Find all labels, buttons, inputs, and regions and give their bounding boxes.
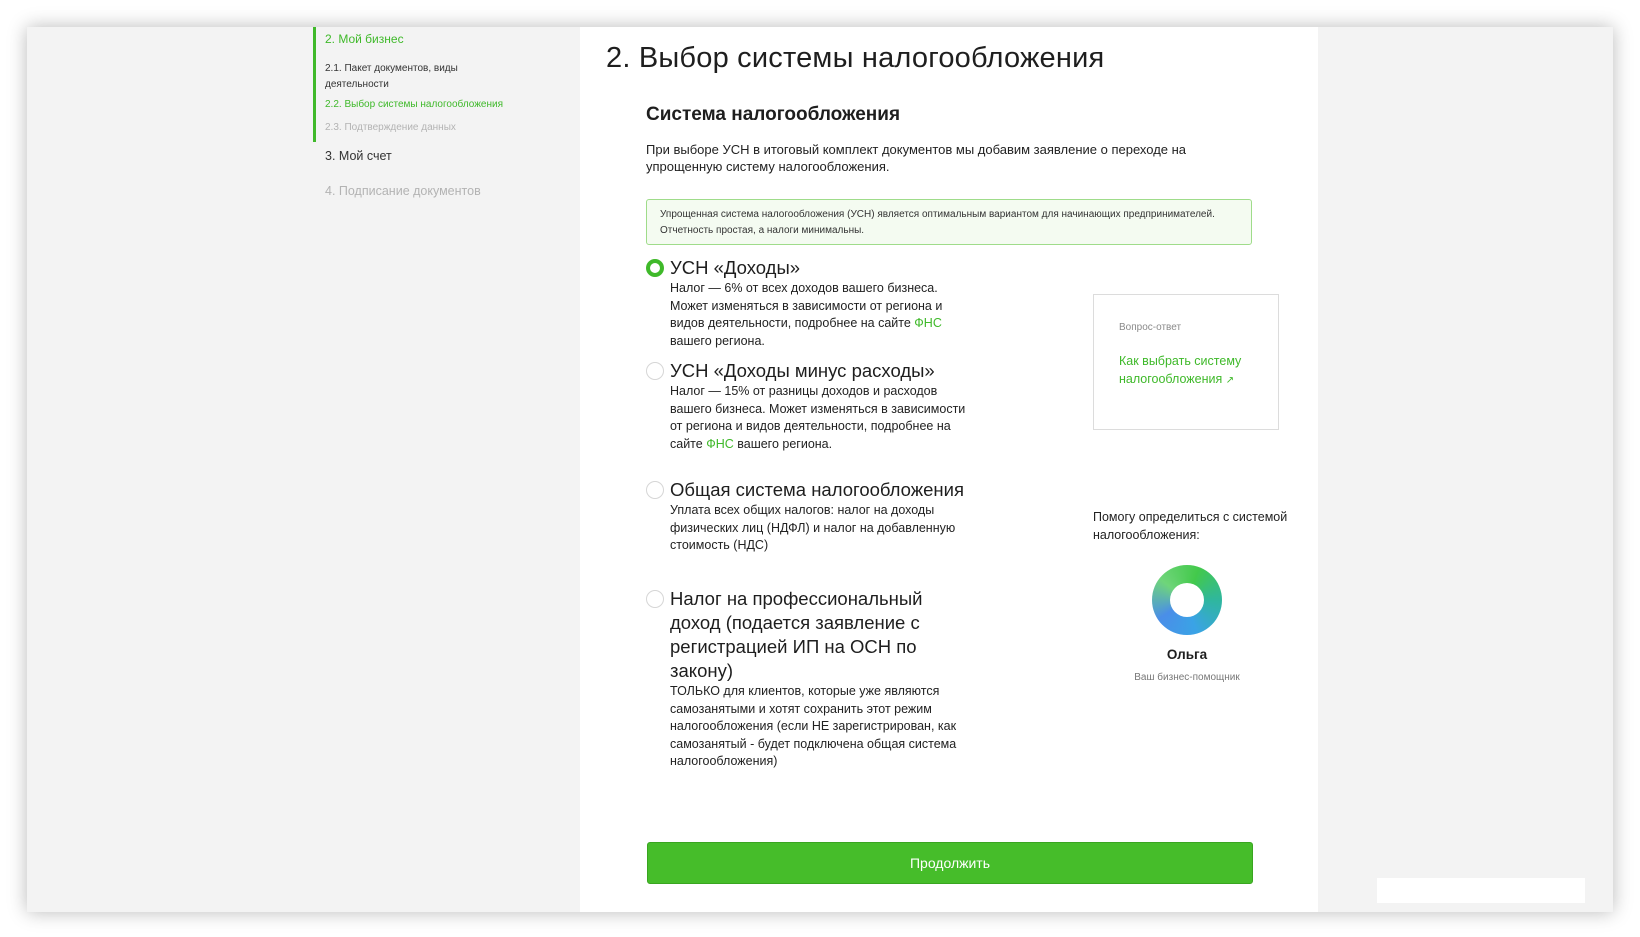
- main-content: [580, 27, 1318, 912]
- fns-link[interactable]: ФНС: [706, 436, 734, 451]
- option-title: Общая система налогообложения: [670, 479, 964, 500]
- page-title: 2. Выбор системы налогообложения: [606, 42, 1105, 74]
- faq-link-text[interactable]: Как выбрать систему налогообложения: [1119, 354, 1242, 386]
- option-usn-income[interactable]: [646, 256, 976, 350]
- sidebar-substep-confirm: 2.3. Подтверждение данных: [325, 122, 456, 133]
- sidebar-step-my-business[interactable]: 2. Мой бизнес: [325, 32, 404, 46]
- app-frame: [27, 27, 1613, 912]
- radio-usn-income-minus-expenses[interactable]: [646, 362, 664, 380]
- option-usn-income-minus-expenses[interactable]: [646, 359, 976, 453]
- option-title: УСН «Доходы минус расходы»: [670, 360, 935, 381]
- option-title: Налог на профессиональный доход (подается заявление с регистрацией ИП на ОСН по закону): [670, 588, 923, 681]
- steps-sidebar: [27, 27, 580, 912]
- faq-link[interactable]: [1119, 353, 1259, 389]
- assistant-name: Ольга: [1166, 647, 1208, 662]
- option-general-system[interactable]: [646, 478, 976, 555]
- sidebar-substep-tax-system[interactable]: 2.2. Выбор системы налогообложения: [325, 99, 503, 110]
- option-description: Уплата всех общих налогов: налог на доходы физических лиц (НДФЛ) и налог на добавленную стоимость (НДС): [670, 503, 956, 552]
- external-arrow-icon: ↗: [1225, 374, 1235, 386]
- option-professional-income[interactable]: [646, 587, 976, 771]
- option-description: [670, 280, 976, 350]
- radio-usn-income[interactable]: [646, 259, 664, 277]
- option-description: [670, 383, 976, 453]
- fns-link[interactable]: ФНС: [914, 316, 942, 330]
- radio-professional-income[interactable]: [646, 590, 664, 608]
- section-title: Система налогообложения: [646, 104, 901, 125]
- assistant-avatar[interactable]: [1152, 565, 1222, 635]
- intro-text: При выборе УСН в итоговый комплект документов мы добавим заявление о переходе на упрощенную систему налогообложения.: [646, 142, 1187, 174]
- option-description: ТОЛЬКО для клиентов, которые уже являются самозанятыми и хотят сохранить этот режим налогообложения (если НЕ зарегистрирован, как самозанятый - будет подключена общая система налогообложения): [670, 684, 957, 768]
- faq-label: Вопрос-ответ: [1119, 322, 1182, 333]
- radio-general-system[interactable]: [646, 481, 664, 499]
- option-desc-tail: вашего региона.: [670, 333, 765, 348]
- continue-button[interactable]: Продолжить: [647, 842, 1253, 884]
- faq-card: [1093, 294, 1279, 430]
- option-desc-text: Налог — 15% от разницы доходов и расходов вашего бизнеса. Может изменяться в зависимости от региона и видов деятельности, подробнее на сайте: [670, 384, 966, 451]
- info-notice: Упрощенная система налогообложения (УСН) является оптимальным вариантом для начинающих предпринимателей. Отчетность простая, а налоги минимальны.: [646, 199, 1252, 245]
- assistant-help-text: Помогу определиться с системой налогообложения:: [1093, 510, 1288, 542]
- sidebar-substep-documents[interactable]: 2.1. Пакет документов, виды деятельности: [325, 63, 458, 90]
- right-background: [1318, 27, 1613, 912]
- option-desc-tail: вашего региона.: [733, 436, 833, 451]
- sidebar-step-signing: 4. Подписание документов: [325, 184, 481, 198]
- active-step-indicator: [313, 27, 316, 142]
- option-desc-text: Налог — 6% от всех доходов вашего бизнеса. Может изменяться в зависимости от региона и видов деятельности, подробнее на сайте: [670, 281, 943, 330]
- sidebar-step-my-account[interactable]: 3. Мой счет: [325, 149, 392, 163]
- assistant-role: Ваш бизнес-помощник: [1134, 672, 1240, 683]
- option-title: УСН «Доходы»: [670, 257, 801, 278]
- corner-artifact: [1377, 878, 1585, 903]
